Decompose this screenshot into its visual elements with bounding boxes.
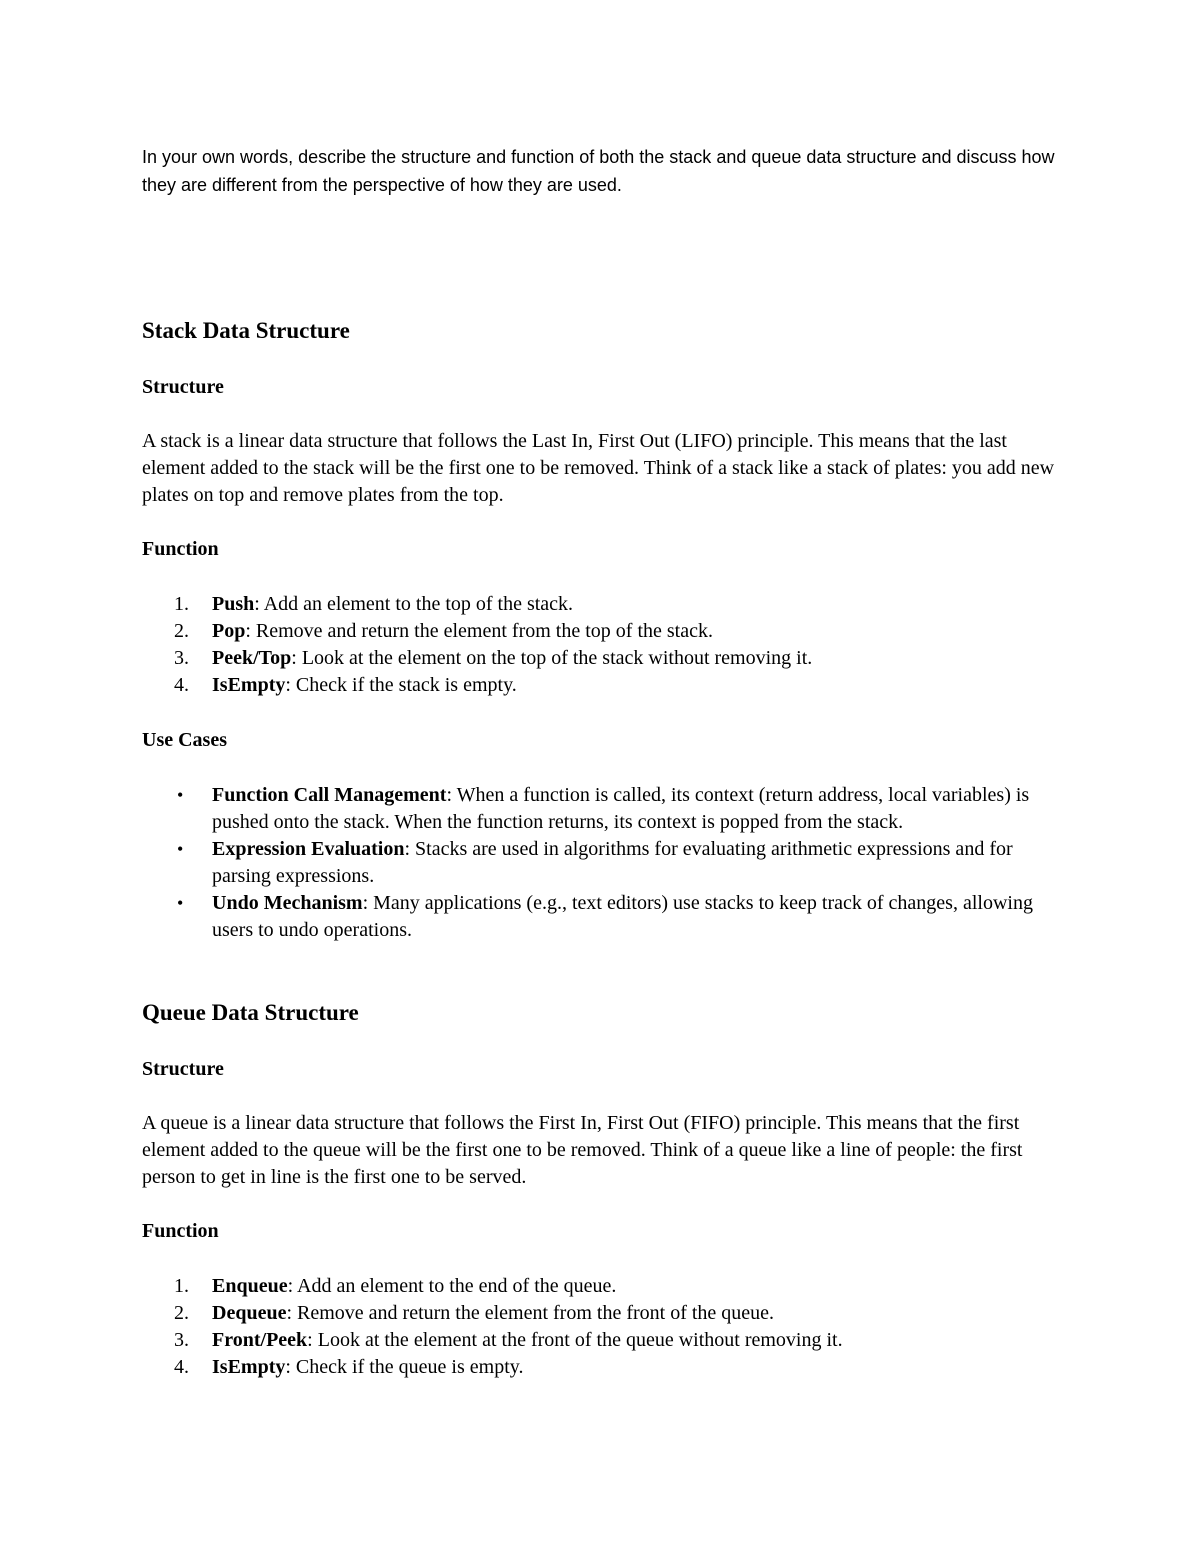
stack-structure-text: A stack is a linear data structure that follows the Last In, First Out (LIFO) principle. This means that the last element added to the stack will be the first one to be removed. Think of a stack like a stack of plates: you add new plates on top and remove plates from the top.	[142, 430, 1055, 506]
bullet-marker: •	[177, 839, 184, 859]
operation-name: IsEmpty	[212, 674, 286, 696]
stack-structure-heading: Structure	[142, 376, 224, 398]
operation-description: : Add an element to the end of the queue.	[287, 1275, 617, 1297]
queue-section	[142, 998, 1072, 1398]
list-item	[142, 1300, 1072, 1327]
operation-name: Dequeue	[212, 1302, 287, 1324]
list-item	[142, 618, 1072, 645]
operation-description: : Look at the element at the front of the queue without removing it.	[307, 1329, 843, 1351]
operation-description: : Remove and return the element from the front of the queue.	[286, 1302, 775, 1324]
stack-function-heading: Function	[142, 538, 219, 560]
list-number: 4.	[174, 674, 189, 696]
list-item	[142, 1273, 1072, 1300]
list-item	[142, 1354, 1072, 1381]
list-number: 2.	[174, 1302, 189, 1324]
list-item	[142, 1327, 1072, 1354]
bullet-marker: •	[177, 785, 184, 805]
operation-name: IsEmpty	[212, 1356, 286, 1378]
operation-name: Peek/Top	[212, 647, 292, 669]
list-item	[142, 782, 1072, 836]
bullet-marker: •	[177, 893, 184, 913]
usecase-description: : Many applications (e.g., text editors) use stacks to keep track of changes, allowing users to undo operations.	[212, 892, 1033, 941]
operation-name: Enqueue	[212, 1275, 288, 1297]
usecase-name: Undo Mechanism	[212, 892, 363, 914]
usecase-description: : Stacks are used in algorithms for evaluating arithmetic expressions and for parsing expressions.	[212, 838, 1013, 887]
operation-description: : Check if the queue is empty.	[285, 1356, 524, 1378]
list-item	[142, 890, 1072, 944]
list-number: 1.	[174, 593, 189, 615]
list-item	[142, 591, 1072, 618]
queue-structure-text: A queue is a linear data structure that follows the First In, First Out (FIFO) principle. This means that the first element added to the queue will be the first one to be removed. Think of a queue like a line of people: the first person to get in line is the first one to be served.	[142, 1112, 1023, 1188]
operation-description: : Add an element to the top of the stack.	[254, 593, 574, 615]
operation-description: : Look at the element on the top of the stack without removing it.	[291, 647, 813, 669]
list-number: 2.	[174, 620, 189, 642]
list-item	[142, 836, 1072, 890]
stack-usecases-heading: Use Cases	[142, 729, 227, 751]
stack-function-list	[142, 591, 1072, 699]
list-item	[142, 672, 1072, 699]
list-number: 1.	[174, 1275, 189, 1297]
operation-description: : Check if the stack is empty.	[285, 674, 517, 696]
stack-usecases-list	[142, 782, 1072, 944]
queue-function-heading: Function	[142, 1220, 219, 1242]
list-number: 3.	[174, 1329, 189, 1351]
usecase-name: Function Call Management	[212, 784, 447, 806]
stack-title: Stack Data Structure	[142, 318, 350, 343]
stack-section	[142, 316, 1072, 976]
usecase-name: Expression Evaluation	[212, 838, 405, 860]
operation-name: Push	[212, 593, 255, 615]
list-number: 4.	[174, 1356, 189, 1378]
operation-name: Front/Peek	[212, 1329, 308, 1351]
queue-title: Queue Data Structure	[142, 1000, 359, 1025]
queue-structure-heading: Structure	[142, 1058, 224, 1080]
queue-function-list	[142, 1273, 1072, 1381]
list-number: 3.	[174, 647, 189, 669]
operation-description: : Remove and return the element from the top of the stack.	[245, 620, 713, 642]
operation-name: Pop	[212, 620, 246, 642]
list-item	[142, 645, 1072, 672]
usecase-description: : When a function is called, its context (return address, local variables) is pushed onto the stack. When the function returns, its context is popped from the stack.	[212, 784, 1030, 833]
assignment-prompt: In your own words, describe the structure and function of both the stack and queue data structure and discuss how they are different from the perspective of how they are used.	[142, 147, 1055, 195]
